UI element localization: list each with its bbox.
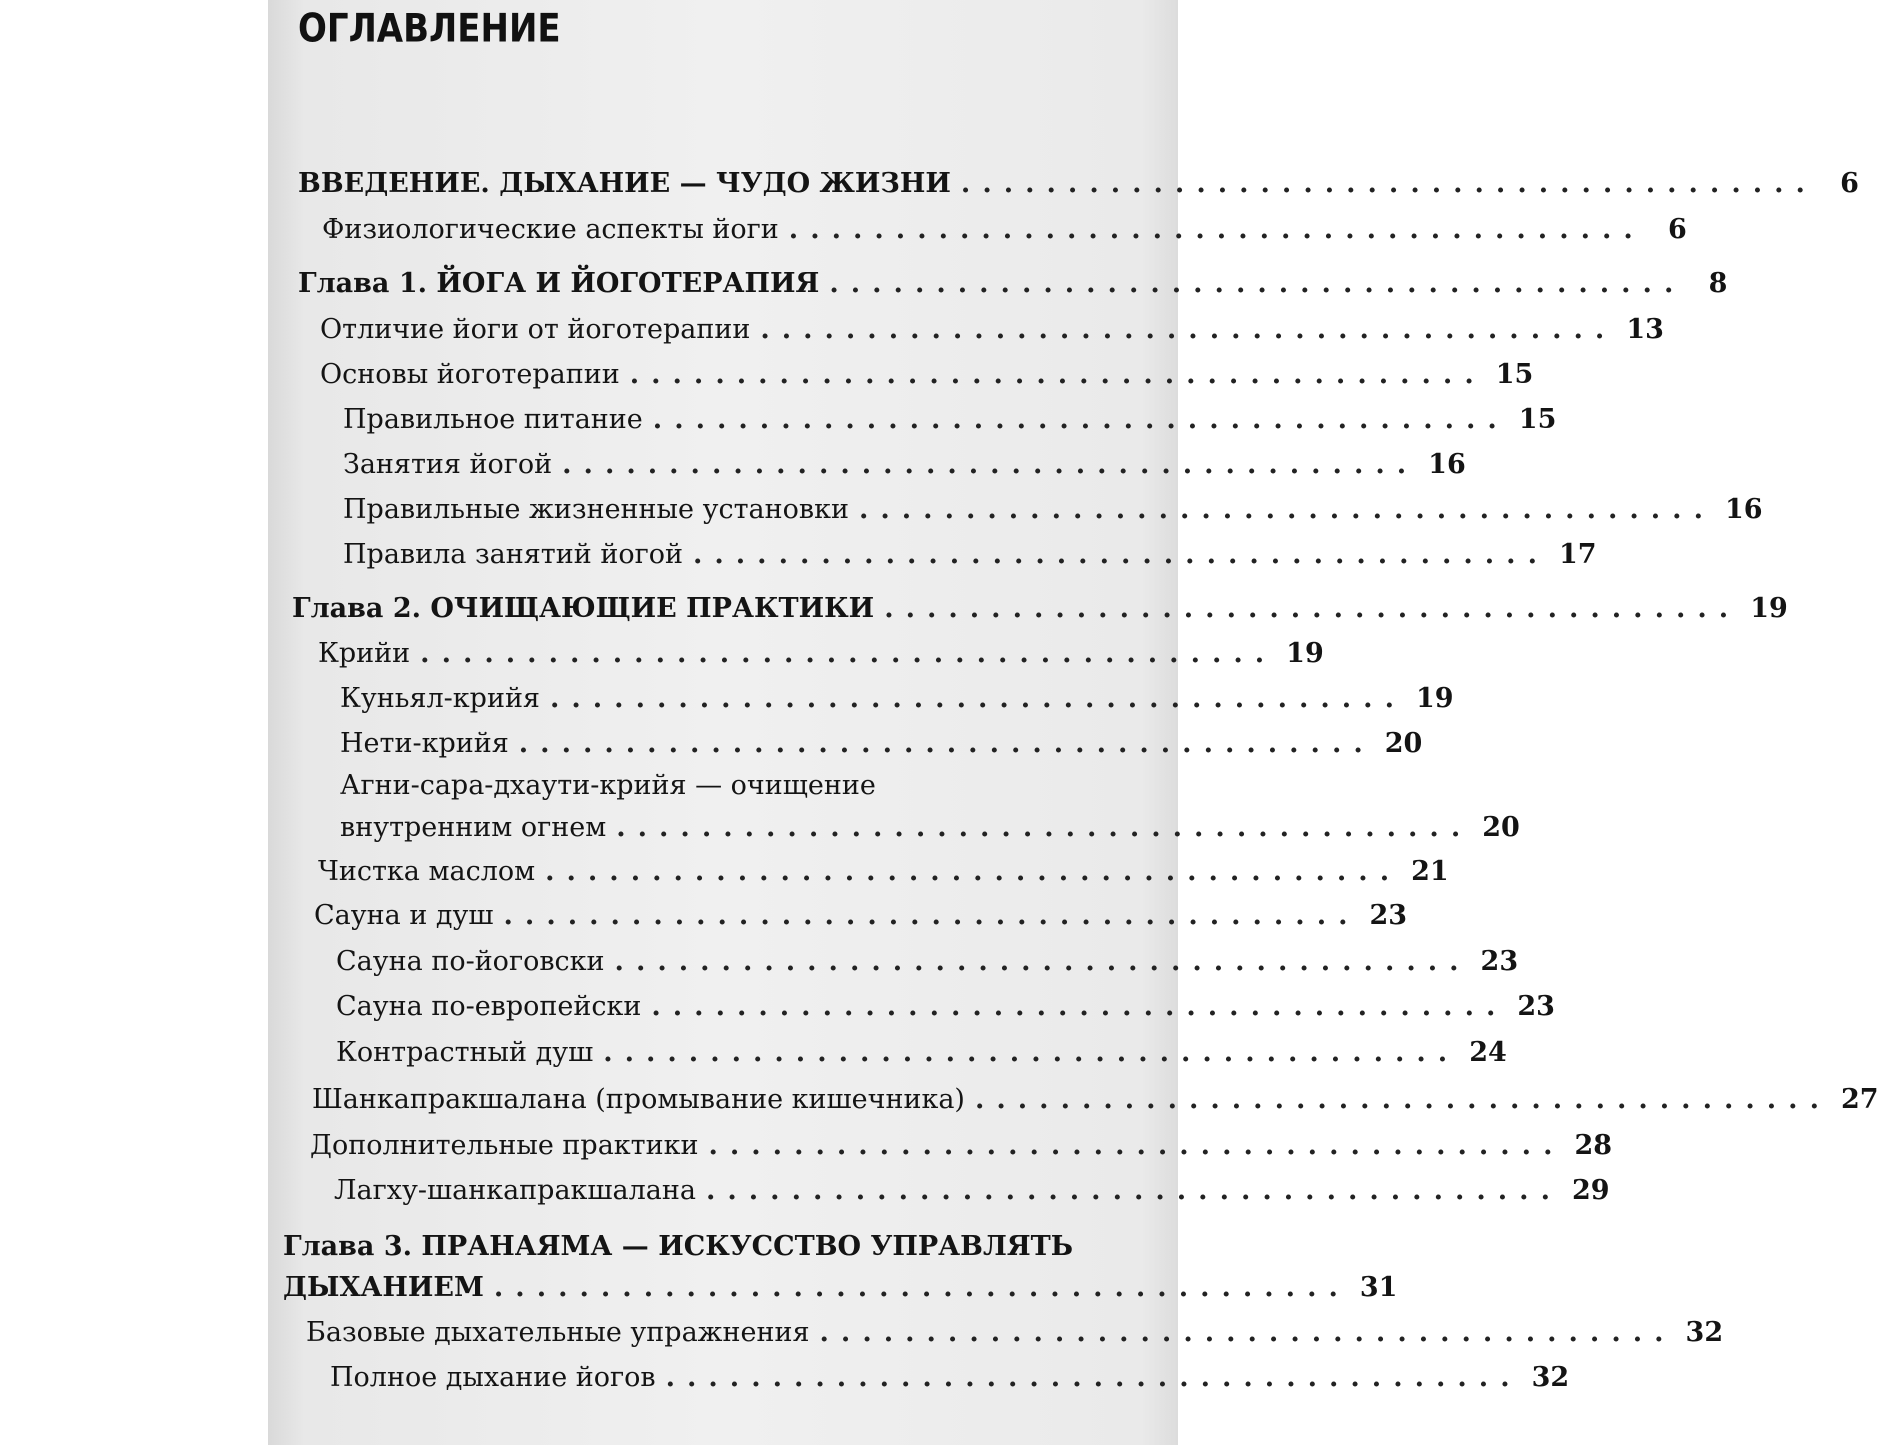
- toc-entry-page: 6: [1840, 168, 1859, 199]
- dot-leader: ........................................: [562, 449, 1419, 480]
- toc-entry-title: Глава 2. ОЧИЩАЮЩИЕ ПРАКТИКИ: [292, 593, 875, 624]
- dot-leader: ........................................: [665, 1362, 1522, 1393]
- toc-entry-title: Правила занятий йогой: [343, 539, 683, 570]
- toc-entry: [343, 445, 1466, 485]
- toc-entry-title: Дополнительные практики: [310, 1130, 699, 1161]
- toc-entry-title: Контрастный душ: [336, 1037, 594, 1068]
- toc-entry-title: Агни-сара-дхаути-крийя — очищение: [340, 770, 876, 801]
- toc-entry: [306, 1313, 1724, 1353]
- toc-entry: [320, 310, 1664, 350]
- toc-entry-title: Основы йоготерапии: [320, 359, 620, 390]
- toc-entry-title-cont: внутренним огнем: [340, 812, 607, 843]
- toc-entry-page: 23: [1369, 900, 1408, 931]
- toc-entry-page: 27: [1840, 1084, 1879, 1115]
- toc-entry-title: Физиологические аспекты йоги: [322, 214, 779, 245]
- toc-entry: [283, 1268, 1398, 1308]
- toc-entry-title: Куньял-крийя: [340, 683, 540, 714]
- toc-entry: [330, 1358, 1570, 1398]
- toc-entry-title: Сауна и душ: [314, 900, 494, 931]
- toc-entry-page: 15: [1518, 404, 1557, 435]
- toc-entry-page: 19: [1286, 638, 1324, 669]
- toc-entry: [322, 210, 1687, 250]
- toc-entry-title: Лагху-шанкапракшалана: [334, 1175, 696, 1206]
- toc-entry-page: 31: [1359, 1272, 1398, 1303]
- dot-leader: ........................................: [692, 539, 1549, 570]
- toc-entry: [334, 1171, 1610, 1211]
- toc-entry: [292, 589, 1788, 629]
- toc-entry-title: Шанкапракшалана (промывание кишечника): [312, 1084, 965, 1115]
- dot-leader: ........................................: [819, 1317, 1676, 1348]
- dot-leader: ........................................: [884, 593, 1741, 624]
- toc-entry: [318, 852, 1449, 892]
- toc-entry: [340, 724, 1423, 764]
- toc-entry-page: 17: [1558, 539, 1597, 570]
- toc-entry: [336, 1033, 1507, 1073]
- dot-leader: ........................................: [651, 991, 1508, 1022]
- dot-leader: ........................................: [518, 728, 1375, 759]
- toc-entry-page: 16: [1724, 494, 1763, 525]
- dot-leader: ........................................: [858, 494, 1715, 525]
- dot-leader: ........................................: [760, 314, 1617, 345]
- toc-entry-page: 32: [1685, 1317, 1724, 1348]
- dot-leader: ........................................: [545, 856, 1402, 887]
- toc-entry-page: 6: [1668, 214, 1687, 245]
- dot-leader: ........................................: [829, 268, 1686, 299]
- toc-entry-page: 19: [1750, 593, 1788, 624]
- left-margin: [0, 0, 268, 1445]
- toc-entry-title: Нети-крийя: [340, 728, 509, 759]
- toc-entry-page: 8: [1708, 268, 1728, 299]
- toc-entry: [336, 987, 1555, 1027]
- dot-leader: ........................................: [616, 812, 1473, 843]
- toc-entry: [298, 164, 1859, 204]
- toc-entry-title-cont: ДЫХАНИЕМ: [283, 1272, 484, 1303]
- toc-entry-title: Занятия йогой: [343, 449, 553, 480]
- toc-entry: [312, 1080, 1879, 1120]
- toc-entry-page: 20: [1384, 728, 1423, 759]
- toc-entry-title: Сауна по-европейски: [336, 991, 642, 1022]
- toc-entry: [343, 490, 1763, 530]
- toc-entry-title: Крийи: [318, 638, 411, 669]
- dot-leader: ........................................: [708, 1130, 1565, 1161]
- toc-entry-title: Правильное питание: [343, 404, 643, 435]
- toc-entry-title: Отличие йоги от йоготерапии: [320, 314, 751, 345]
- toc-entry-page: 28: [1574, 1130, 1613, 1161]
- toc-entry-page: 32: [1531, 1362, 1570, 1393]
- toc-entry-title: Сауна по-йоговски: [336, 946, 605, 977]
- toc-entry: [343, 400, 1557, 440]
- toc-entry-page: 15: [1495, 359, 1534, 390]
- toc-entry: [298, 264, 1728, 304]
- toc-entry-page: 19: [1415, 683, 1454, 714]
- toc-entry-title: Полное дыхание йогов: [330, 1362, 656, 1393]
- toc-entry: [310, 1126, 1613, 1166]
- toc-entry: [340, 808, 1520, 848]
- dot-leader: ........................................: [614, 946, 1471, 977]
- dot-leader: ........................................: [974, 1084, 1831, 1115]
- dot-leader: ........................................: [549, 683, 1406, 714]
- toc-entry-title: Чистка маслом: [318, 856, 536, 887]
- toc-entry-page: 20: [1482, 812, 1520, 843]
- toc-entry-page: 23: [1517, 991, 1555, 1022]
- dot-leader: ........................................: [493, 1272, 1350, 1303]
- toc-entry-page: 16: [1428, 449, 1466, 480]
- toc-entry: [320, 355, 1534, 395]
- toc-entry-page: 21: [1411, 856, 1449, 887]
- dot-leader: ........................................: [652, 404, 1509, 435]
- dot-leader: ........................................: [705, 1175, 1562, 1206]
- toc-entry-page: 24: [1469, 1037, 1507, 1068]
- toc-entry: [336, 942, 1519, 982]
- toc-heading: ОГЛАВЛЕНИЕ: [298, 6, 561, 52]
- toc-entry: [318, 634, 1324, 674]
- toc-entry: [340, 679, 1454, 719]
- toc-entry-title: ВВЕДЕНИЕ. ДЫХАНИЕ — ЧУДО ЖИЗНИ: [298, 168, 951, 199]
- dot-leader: ........................................: [788, 214, 1645, 245]
- toc-entry-page: 29: [1571, 1175, 1610, 1206]
- toc-entry-title: Глава 3. ПРАНАЯМА — ИСКУССТВО УПРАВЛЯТЬ: [283, 1231, 1074, 1262]
- toc-entry-title: Базовые дыхательные упражнения: [306, 1317, 810, 1348]
- toc-entry: [343, 535, 1597, 575]
- dot-leader: ........................................: [960, 168, 1817, 199]
- dot-leader: ........................................: [629, 359, 1486, 390]
- toc-entry-page: 13: [1626, 314, 1664, 345]
- dot-leader: ........................................: [603, 1037, 1460, 1068]
- toc-entry-title: Глава 1. ЙОГА И ЙОГОТЕРАПИЯ: [298, 268, 820, 299]
- dot-leader: ........................................: [503, 900, 1360, 931]
- toc-entry-title: Правильные жизненные установки: [343, 494, 849, 525]
- toc-entry: [314, 896, 1408, 936]
- dot-leader: ........................................: [420, 638, 1277, 669]
- toc-entry-page: 23: [1480, 946, 1519, 977]
